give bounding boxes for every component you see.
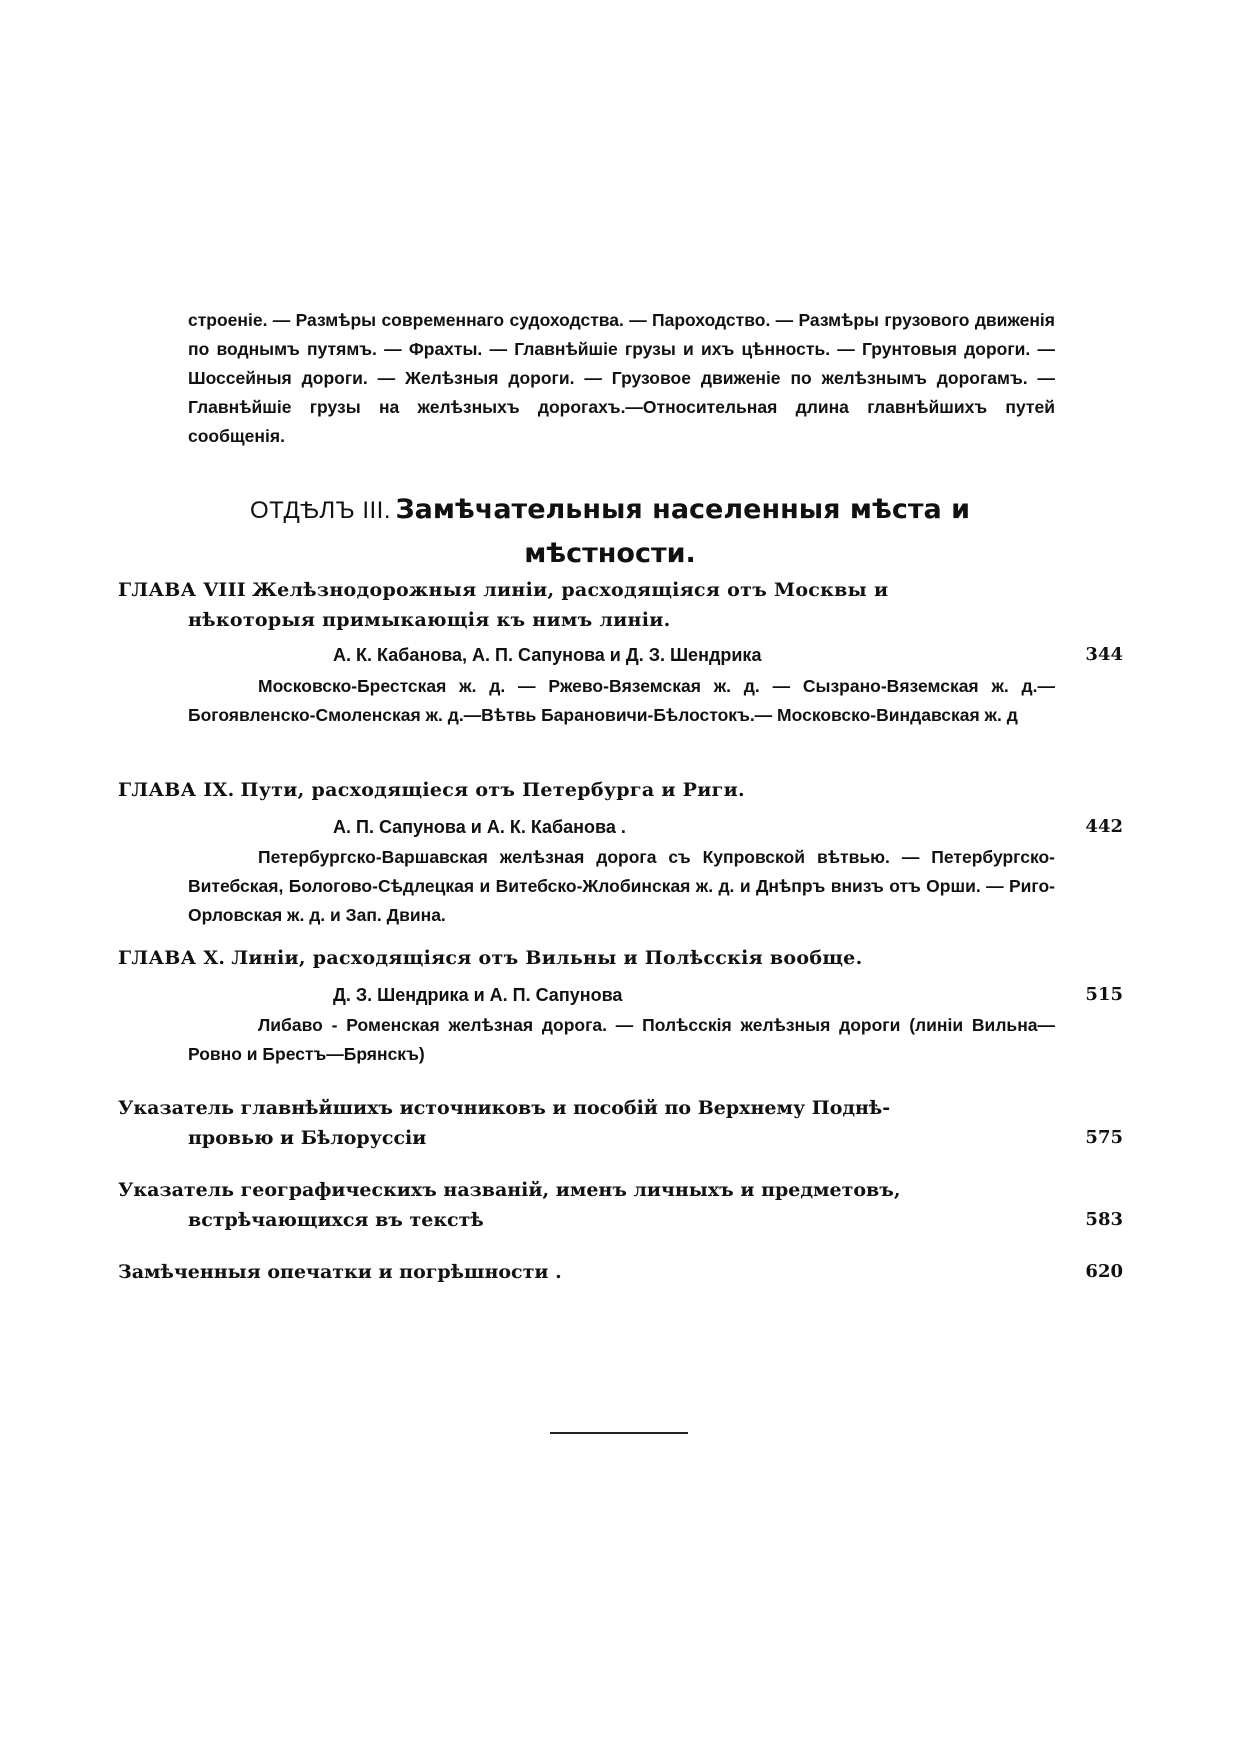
chapter-title-continued: нѣкоторыя примыкающія къ нимъ линіи. — [188, 609, 671, 631]
chapter-10-page-number: 515 — [1085, 984, 1123, 1005]
chapter-9-description: Петербургско-Варшавская желѣзная дорога съ Купровской вѣтвью. — Петербургско-Витебская, Бологово-Сѣдлецкая и Витебско-Жлобинская ж. д. и Днѣпръ внизъ отъ Орши. — Риго-Орловская ж. д. и Зап. Двина. — [188, 847, 1055, 925]
section-title-line1: Замѣчательныя населенныя мѣста и — [395, 494, 971, 525]
chapter-10-description: Либаво - Роменская желѣзная дорога. — Полѣсскія желѣзныя дороги (линіи Вильна—Ровно и Брестъ—Брянскъ) — [188, 1015, 1055, 1064]
chapter-9-heading — [118, 775, 745, 805]
chapter-8-page-number: 344 — [1085, 644, 1123, 665]
closing-rule — [550, 1432, 688, 1434]
chapter-8-description: Московско-Брестская ж. д. — Ржево-Вяземская ж. д. — Сызрано-Вяземская ж. д.—Богоявленско-Смоленская ж. д.—Вѣтвь Барановичи-Бѣлостокъ.— Московско-Виндавская ж. д — [188, 676, 1055, 725]
appendix-title: Замѣченныя опечатки и погрѣшности . — [118, 1261, 562, 1283]
chapter-number: ГЛАВА IX. — [118, 779, 235, 801]
chapter-10-heading — [118, 943, 863, 973]
chapter-8-heading — [118, 575, 888, 635]
section-label: ОТДѢЛЪ III. — [249, 497, 391, 524]
appendix-index-page-number: 583 — [1085, 1209, 1123, 1230]
chapter-8-authors: А. К. Кабанова, А. П. Сапунова и Д. З. Шендрика — [333, 645, 762, 665]
appendix-title: Указатель географическихъ названій, именъ личныхъ и предметовъ, — [118, 1179, 901, 1201]
chapter-number: ГЛАВА VIII — [118, 579, 246, 601]
appendix-sources-page-number: 575 — [1085, 1127, 1123, 1148]
section-heading — [150, 490, 1070, 578]
appendix-errata-page-number: 620 — [1085, 1261, 1123, 1282]
section-title-line2: мѣстности. — [524, 538, 696, 569]
chapter-title: Пути, расходящіеся отъ Петербурга и Риги. — [240, 779, 745, 801]
appendix-title-continued: встрѣчающихся въ текстѣ — [188, 1209, 484, 1231]
appendix-sources — [118, 1093, 1053, 1153]
appendix-title: Указатель главнѣйшихъ источниковъ и пособій по Верхнему Поднѣ- — [118, 1097, 891, 1119]
appendix-index — [118, 1175, 1053, 1235]
chapter-number: ГЛАВА X. — [118, 947, 226, 969]
chapter-summary-continued: строеніе. — Размѣры современнаго судоходства. — Пароходство. — Размѣры грузового движенія по воднымъ путямъ. — Фрахты. — Главнѣйшіе грузы и ихъ цѣнность. — Грунтовыя дороги. — Шоссейныя дороги. — Желѣзныя дороги. — Грузовое движеніе по желѣзнымъ дорогамъ. — Главнѣйшіе грузы на желѣзныхъ дорогахъ.—Относительная длина главнѣйшихъ путей сообщенія. — [188, 310, 1055, 446]
chapter-title: Линіи, расходящіяся отъ Вильны и Полѣсскія вообще. — [231, 947, 863, 969]
appendix-errata — [118, 1257, 1053, 1287]
chapter-9-page-number: 442 — [1085, 816, 1123, 837]
appendix-title-continued: провью и Бѣлоруссіи — [188, 1127, 427, 1149]
chapter-title: Желѣзнодорожныя линіи, расходящіяся отъ Москвы и — [251, 579, 889, 601]
chapter-9-authors: А. П. Сапунова и А. К. Кабанова . — [333, 817, 626, 837]
chapter-10-authors: Д. З. Шендрика и А. П. Сапунова — [333, 985, 623, 1005]
